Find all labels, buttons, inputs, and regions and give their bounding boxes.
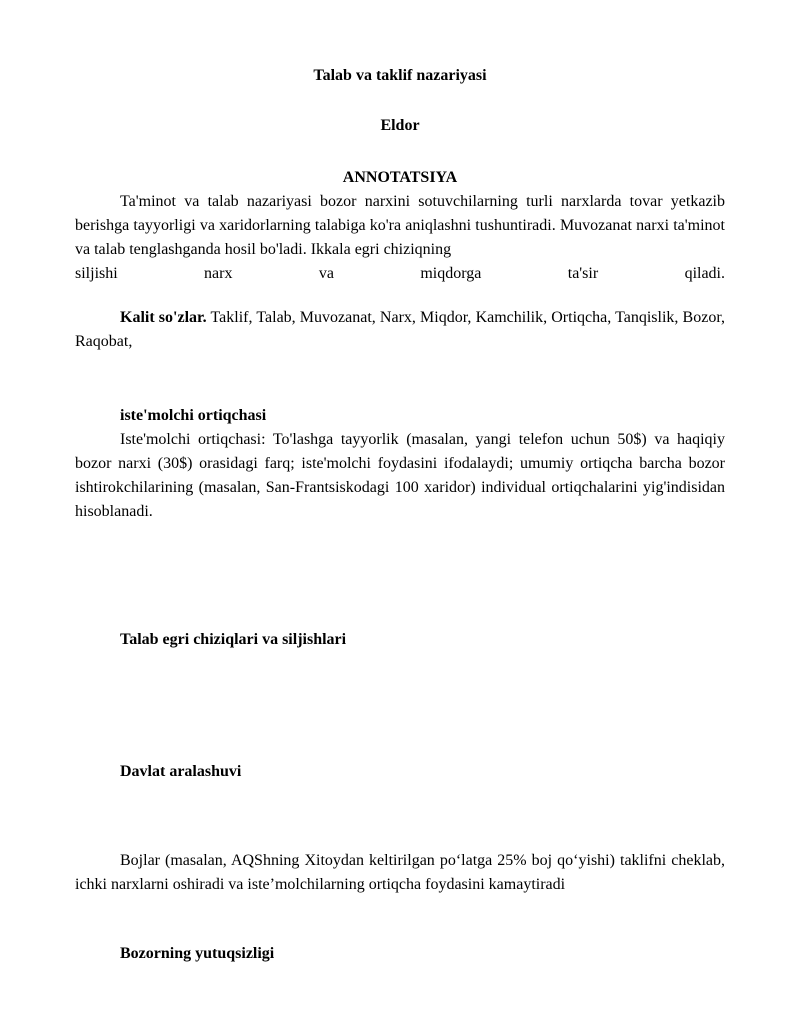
document-title: Talab va taklif nazariyasi bbox=[313, 67, 487, 84]
annotation-paragraph-last-line: siljishi narx va miqdorga ta'sir qiladi. bbox=[75, 265, 725, 282]
section-text-tariffs: Bojlar (masalan, AQShning Xitoydan keltirilgan po‘latga 25% boj qo‘yishi) taklifni cheklab, ichki narxlarni oshiradi va iste’molchilarning ortiqcha foydasini kamaytiradi bbox=[75, 852, 725, 893]
section-heading-government-intervention: Davlat aralashuvi bbox=[120, 763, 242, 780]
section-heading-market-failure: Bozorning yutuqsizligi bbox=[120, 945, 275, 962]
section-heading-consumer-surplus: iste'molchi ortiqchasi bbox=[120, 407, 267, 424]
keywords-text: Taklif, Talab, Muvozanat, Narx, Miqdor, Kamchilik, Ortiqcha, Tanqislik, Bozor, Raqobat, bbox=[75, 309, 726, 350]
section-text-consumer-surplus: Iste'molchi ortiqchasi: To'lashga tayyorlik (masalan, yangi telefon uchun 50$) va haqiqiy bozor narxi (30$) orasidagi farq; iste'molchi foydasini ifodalaydi; umumiy ortiqcha barcha bozor ishtirokchilarining (masalan, San-Frantsiskodagi 100 xaridor) individual ortiqchalarini yig'indisidan hisoblanadi. bbox=[75, 431, 725, 520]
keywords-label: Kalit so'zlar. bbox=[120, 309, 207, 326]
section-heading-demand-curves: Talab egri chiziqlari va siljishlari bbox=[120, 631, 347, 648]
annotation-heading: ANNOTATSIYA bbox=[342, 169, 458, 186]
keywords-paragraph bbox=[75, 306, 725, 354]
annotation-paragraph: Ta'minot va talab nazariyasi bozor narxini sotuvchilarning turli narxlarda tovar yetkazib berishga tayyorligi va xaridorlarning talabiga ko'ra aniqlashni tushuntiradi. Muvozanat narxi ta'minot va talab tenglashganda hosil bo'ladi. Ikkala egri chiziqning bbox=[75, 193, 725, 258]
document-author: Eldor bbox=[380, 117, 420, 134]
